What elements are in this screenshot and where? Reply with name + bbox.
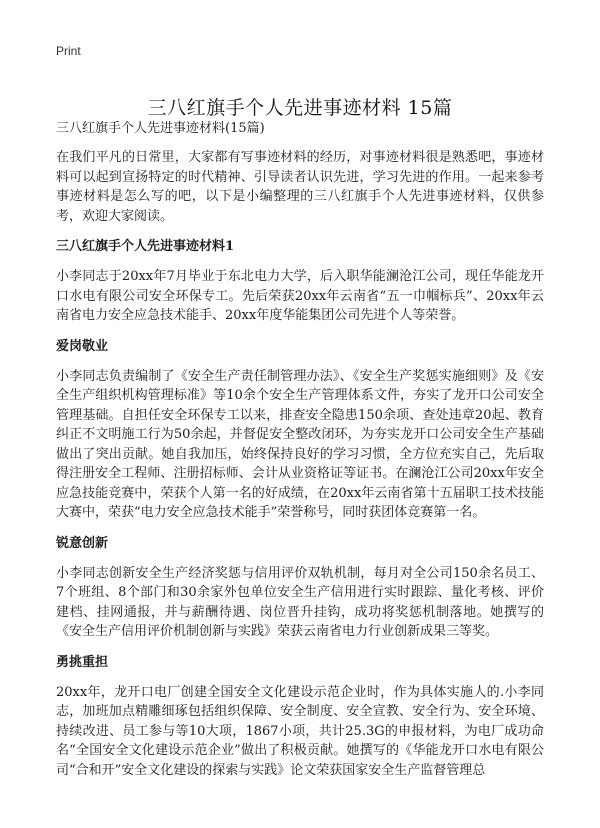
document-body bbox=[56, 120, 544, 792]
paragraph-ruiyi: 小李同志创新安全生产经济奖惩与信用评价双轨机制，每月对全公司150余名员工、7个班组、8个部门和30余家外包单位安全生产信用进行实时跟踪、量化考核、评价建档、挂网通报，并与薪酬待遇、岗位晋升挂钩，成功将奖惩机制落地。她撰写的《安全生产信用评价机制创新与实践》荣获云南省电力行业创新成果三等奖。 bbox=[56, 565, 544, 639]
section1-paragraph: 小李同志于20xx年7月毕业于东北电力大学，后入职华能澜沧江公司，现任华能龙开口水电有限公司安全环保专工。先后荣获20xx年云南省“五一巾帼标兵”、20xx年云南省电力安全应急技术能手、20xx年度华能集团公司先进个人等荣誉。 bbox=[56, 269, 544, 323]
intro-paragraph: 在我们平凡的日常里，大家都有写事迹材料的经历，对事迹材料很是熟悉吧，事迹材料可以起到宣扬特定的时代精神、引导读者认识先进，学习先进的作用。一起来参考事迹材料是怎么写的吧，以下是小编整理的三八红旗手个人先进事迹材料，仅供参考，欢迎大家阅读。 bbox=[56, 150, 544, 224]
paragraph-yongtiao: 20xx年，龙开口电厂创建全国安全文化建设示范企业时，作为具体实施人的.小李同志，加班加点精雕细琢包括组织保障、安全制度、安全宣教、安全行为、安全环境、持续改进、员工参与等10大项，1867小项，共计25.3G的申报材料，为电厂成功命名“全国安全文化建设示范企业”做出了积极贡献。她撰写的《华能龙开口水电有限公司“合和开”安全文化建设的探索与实践》论文荣获国家安全生产监督管理总 bbox=[56, 684, 544, 778]
heading-yongtiao: 勇挑重担 bbox=[56, 654, 109, 670]
section1-heading: 三八红旗手个人先进事迹材料1 bbox=[56, 239, 235, 254]
heading-ruiyi: 锐意创新 bbox=[56, 535, 109, 551]
document-subtitle: 三八红旗手个人先进事迹材料(15篇) bbox=[56, 121, 265, 136]
print-link[interactable]: Print bbox=[56, 44, 81, 58]
paragraph-aigang: 小李同志负责编制了《安全生产责任制管理办法》、《安全生产奖惩实施细则》及《安全生产组织机构管理标准》等10余个安全生产管理体系文件，夯实了龙开口公司安全管理基础。自担任安全环保专工以来，排查安全隐患150余项、查处违章20起、教育纠正不文明施工行为50余起，并督促安全整改闭环，为夯实龙开口公司安全生产基础做出了突出贡献。她自我加压，始终保持良好的学习习惯，全方位充实自己，先后取得注册安全工程师、注册招标师、会计从业资格证等证书。在澜沧江公司20xx年安全应急技能竞赛中，荣获个人第一名的好成绩，在20xx年云南省第十五届职工技术技能大赛中，荣获“电力安全应急技术能手”荣誉称号，同时获团体竞赛第一名。 bbox=[56, 368, 544, 520]
page-title: 三八红旗手个人先进事迹材料 15篇 bbox=[147, 96, 453, 119]
heading-aigang: 爱岗敬业 bbox=[56, 338, 109, 354]
